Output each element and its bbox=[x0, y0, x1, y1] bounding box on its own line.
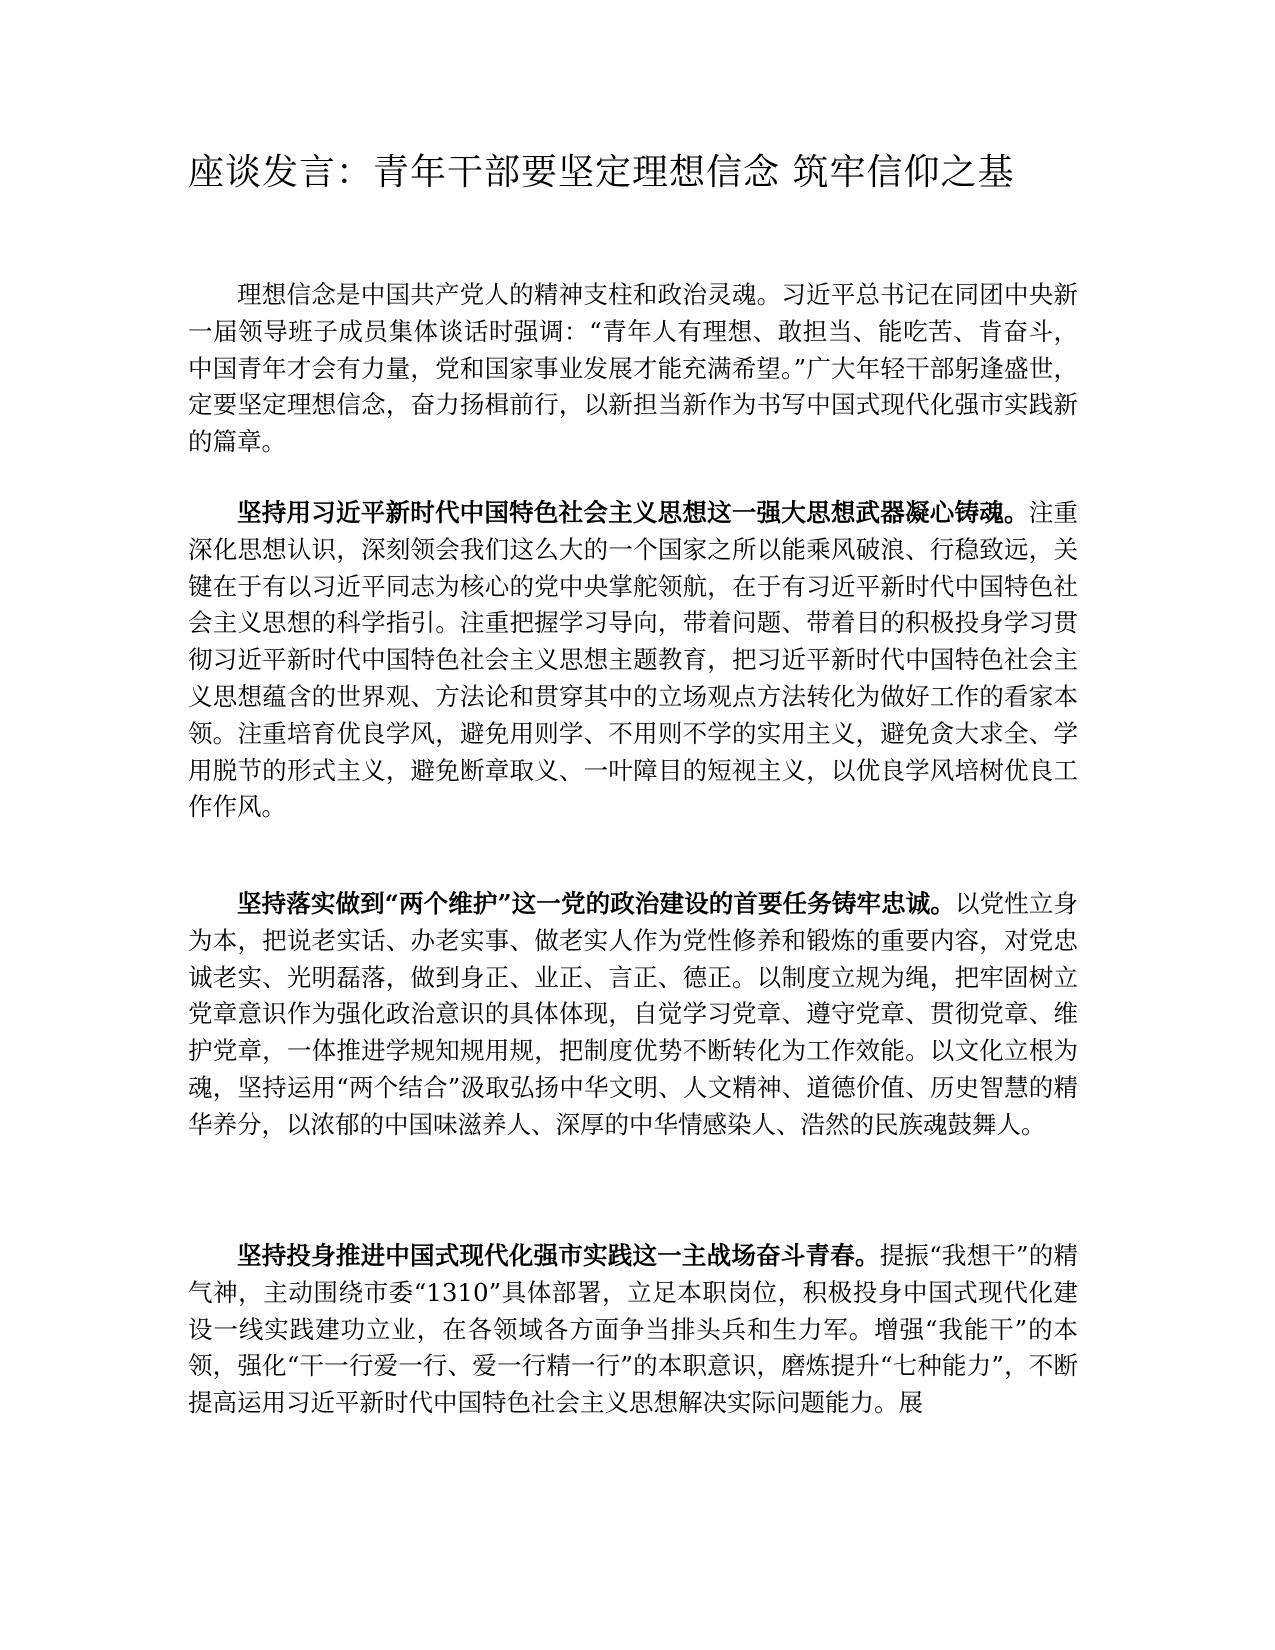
paragraph-body: 注重深化思想认识，深刻领会我们这么大的一个国家之所以能乘风破浪、行稳致远，关键在于有以习近平同志为核心的党中央掌舵领航，在于有习近平新时代中国特色社会主义思想的科学指引。注重把握学习导向，带着问题、带着目的积极投身学习贯彻习近平新时代中国特色社会主义思想主题教育，把习近平新时代中国特色社会主义思想蕴含的世界观、方法论和贯穿其中的立场观点方法转化为做好工作的看家本领。注重培育优良学风，避免用则学、不用则不学的实用主义，避免贪大求全、学用脱节的形式主义，避免断章取义、一叶障目的短视主义，以优良学风培树优良工作作风。 bbox=[188, 498, 1079, 822]
paragraph-lead: 坚持用习近平新时代中国特色社会主义思想这一强大思想武器凝心铸魂。 bbox=[237, 498, 1029, 527]
document-title: 座谈发言：青年干部要坚定理想信念 筑牢信仰之基 bbox=[188, 152, 1015, 193]
paragraph-body: 提振“我想干”的精气神，主动围绕市委“1310”具体部署，立足本职岗位，积极投身中国式现代化建设一线实践建功立业，在各领域各方面争当排头兵和生力军。增强“我能干”的本领，强化“干一行爱一行、爱一行精一行”的本职意识，磨炼提升“七种能力”，不断提高运用习近平新时代中国特色社会主义思想解决实际问题能力。展 bbox=[188, 1241, 1078, 1418]
paragraph-lead: 坚持投身推进中国式现代化强市实践这一主战场奋斗青春。 bbox=[237, 1241, 880, 1270]
paragraph-loyalty bbox=[188, 886, 1078, 1144]
paragraph-body: 理想信念是中国共产党人的精神支柱和政治灵魂。习近平总书记在同团中央新一届领导班子成员集体谈话时强调：“青年人有理想、敢担当、能吃苦、肯奋斗，中国青年才会有力量，党和国家事业发展才能充满希望。”广大年轻干部躬逢盛世，定要坚定理想信念，奋力扬楫前行，以新担当新作为书写中国式现代化强市实践新的篇章。 bbox=[188, 280, 1078, 457]
paragraph-thought bbox=[188, 495, 1078, 826]
paragraph-intro bbox=[188, 277, 1078, 461]
paragraph-practice bbox=[188, 1238, 1078, 1422]
paragraph-body: 以党性立身为本，把说老实话、办老实事、做老实人作为党性修养和锻炼的重要内容，对党忠诚老实、光明磊落，做到身正、业正、言正、德正。以制度立规为绳，把牢固树立党章意识作为强化政治意识的具体体现，自觉学习党章、遵守党章、贯彻党章、维护党章，一体推进学规知规用规，把制度优势不断转化为工作效能。以文化立根为魂，坚持运用“两个结合”汲取弘扬中华文明、人文精神、道德价值、历史智慧的精华养分，以浓郁的中国味滋养人、深厚的中华情感染人、浩然的民族魂鼓舞人。 bbox=[188, 889, 1079, 1139]
paragraph-lead: 坚持落实做到“两个维护”这一党的政治建设的首要任务铸牢忠诚。 bbox=[237, 889, 955, 918]
